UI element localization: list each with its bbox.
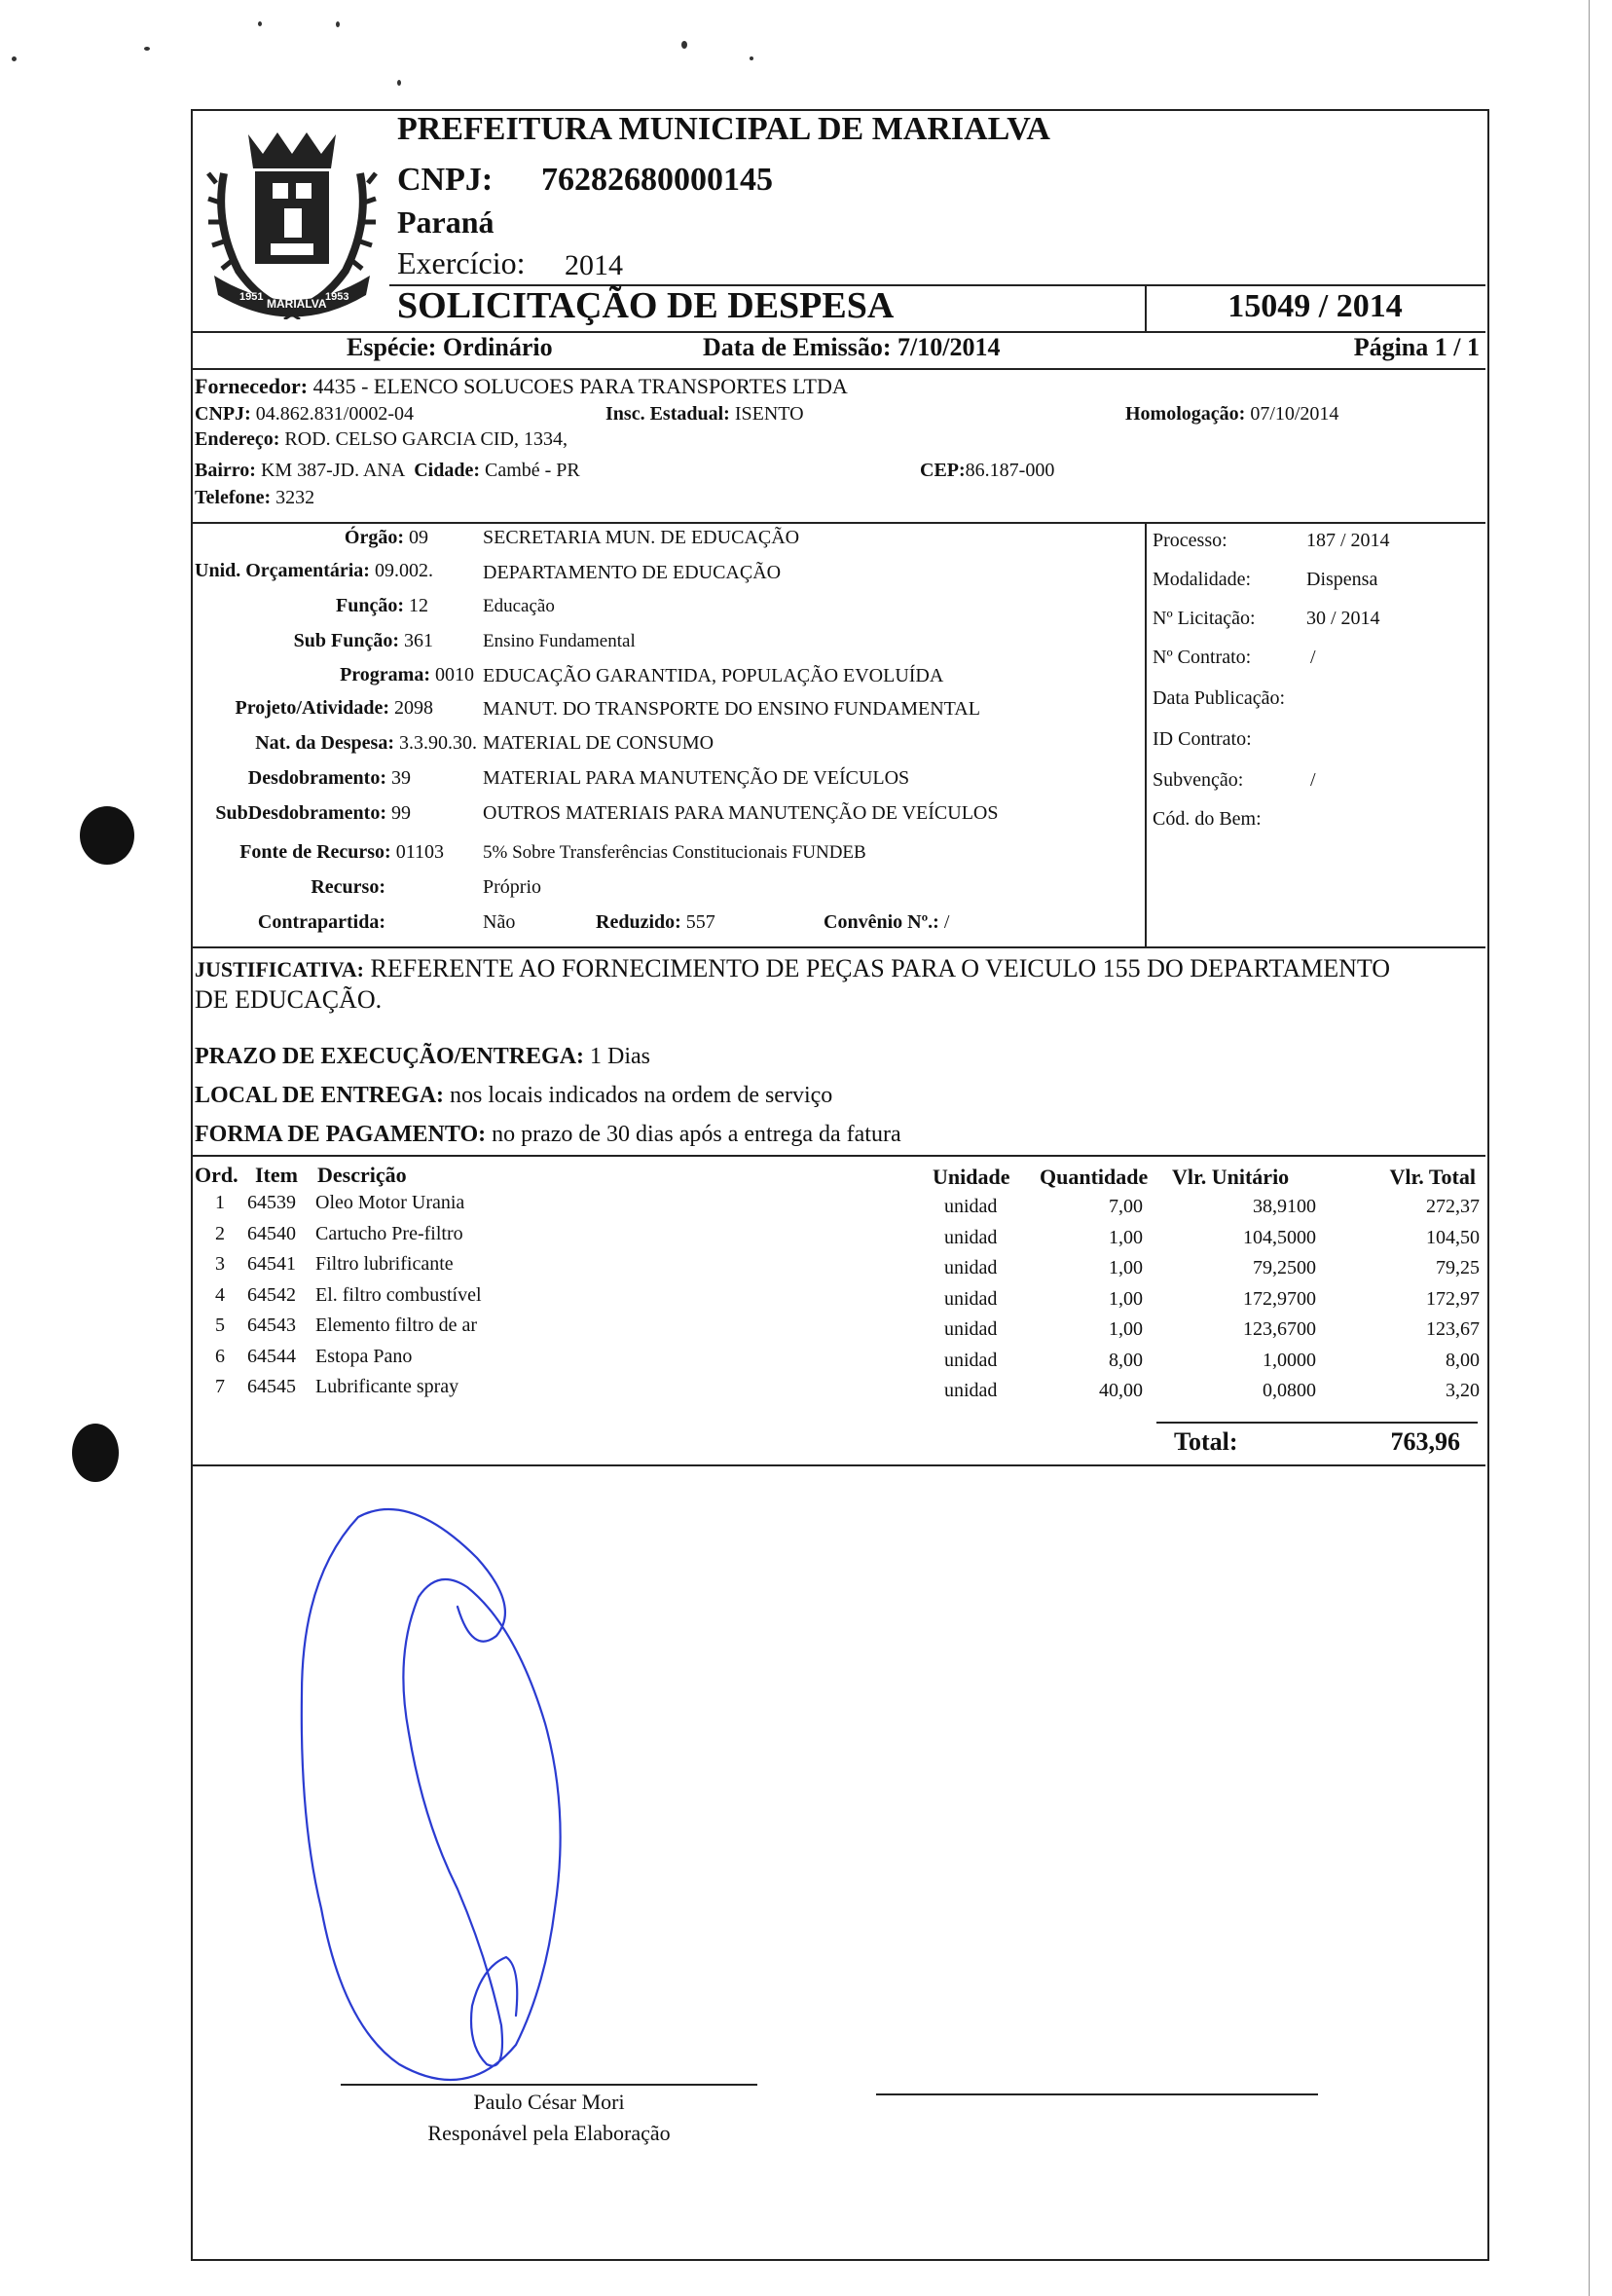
exercise-label: Exercício: — [397, 245, 526, 280]
desdobramento-row — [195, 767, 411, 790]
col-qty: Quantidade — [1040, 1165, 1149, 1189]
unid-desc: DEPARTAMENTO DE EDUCAÇÃO — [483, 562, 782, 583]
projeto-row — [195, 697, 433, 720]
cell-unit: unidad — [944, 1318, 998, 1340]
org-cnpj-value: 76282680000145 — [541, 162, 773, 198]
cell-unit: unidad — [944, 1350, 998, 1371]
supplier-cnpj — [195, 403, 414, 426]
cell-item: 64541 — [247, 1253, 296, 1275]
reduzido — [596, 911, 715, 934]
unid-label: Unid. Orçamentária: — [195, 560, 370, 581]
programa-code: 0010 — [435, 664, 474, 685]
subdesdobramento-code: 99 — [391, 802, 411, 824]
natureza-row — [195, 732, 477, 755]
cell-ord: 7 — [215, 1376, 225, 1397]
cell-qty: 1,00 — [1109, 1257, 1143, 1278]
cell-total: 3,20 — [1446, 1380, 1480, 1401]
cell-desc: Estopa Pano — [315, 1346, 413, 1367]
programa-desc: EDUCAÇÃO GARANTIDA, POPULAÇÃO EVOLUÍDA — [483, 665, 944, 686]
homolog-value: 07/10/2014 — [1250, 403, 1339, 425]
cell-desc: Lubrificante spray — [315, 1376, 459, 1397]
desdobramento-label: Desdobramento: — [247, 767, 386, 789]
programa-label: Programa: — [340, 664, 430, 685]
cell-ord: 3 — [215, 1253, 225, 1275]
signer-role: Responável pela Elaboração — [427, 2121, 671, 2145]
municipal-seal — [195, 115, 389, 319]
unid-orcamentaria-row — [195, 560, 433, 582]
scan-edge — [1589, 0, 1590, 2296]
subfuncao-code: 361 — [404, 630, 433, 651]
cell-unit-price: 1,0000 — [1263, 1350, 1316, 1371]
cell-item: 64543 — [247, 1315, 296, 1336]
fonte-code: 01103 — [395, 841, 444, 863]
scan-speck — [750, 56, 753, 60]
signature-line-left — [341, 2084, 757, 2086]
cell-qty: 7,00 — [1109, 1196, 1143, 1217]
subdesdobramento-desc: OUTROS MATERIAIS PARA MANUTENÇÃO DE VEÍCULOS — [483, 802, 999, 824]
cell-desc: Oleo Motor Urania — [315, 1192, 465, 1213]
scan-speck — [397, 80, 401, 86]
projeto-label: Projeto/Atividade: — [235, 697, 389, 719]
insc-estadual — [605, 403, 804, 426]
binder-hole — [80, 806, 134, 865]
cell-total: 79,25 — [1436, 1257, 1480, 1278]
handwritten-signature — [273, 1500, 642, 2103]
telefone-label: Telefone: — [195, 487, 272, 508]
justification-text-2: DE EDUCAÇÃO. — [195, 985, 383, 1014]
local-value: nos locais indicados na ordem de serviço — [450, 1083, 833, 1108]
cell-ord: 6 — [215, 1346, 225, 1367]
cell-unit-price: 172,9700 — [1243, 1288, 1316, 1310]
cell-qty: 1,00 — [1109, 1318, 1143, 1340]
licitacao-label: Nº Licitação: — [1153, 608, 1256, 629]
cell-total: 272,37 — [1426, 1196, 1480, 1217]
local-label: LOCAL DE ENTREGA: — [195, 1083, 445, 1108]
process-divider — [1145, 522, 1147, 946]
local-entrega-line — [195, 1083, 832, 1109]
species: Espécie: Ordinário — [347, 333, 553, 361]
cell-item: 64544 — [247, 1346, 296, 1367]
justification-line1 — [195, 954, 1390, 983]
col-total: Vlr. Total — [1389, 1165, 1476, 1189]
recurso-label: Recurso: — [311, 876, 385, 898]
supplier-cep — [920, 460, 1054, 482]
cep-value: 86.187-000 — [965, 460, 1055, 481]
cell-item: 64545 — [247, 1376, 296, 1397]
pagamento-line — [195, 1122, 901, 1148]
scan-speck — [144, 47, 150, 51]
id-contrato-label: ID Contrato: — [1153, 728, 1252, 750]
desdobramento-code: 39 — [391, 767, 411, 789]
insc-label: Insc. Estadual: — [605, 403, 730, 425]
subdesdobramento-row — [195, 802, 411, 825]
cell-qty: 8,00 — [1109, 1350, 1143, 1371]
fornecedor-label: Fornecedor: — [195, 374, 309, 398]
processo-label: Processo: — [1153, 530, 1227, 551]
signer-name: Paulo César Mori — [473, 2090, 625, 2114]
page-number: Página 1 / 1 — [1353, 333, 1480, 361]
licitacao-value: 30 / 2014 — [1306, 608, 1380, 629]
subdesdobramento-label: SubDesdobramento: — [215, 802, 386, 824]
natureza-code: 3.3.90.30. — [399, 732, 477, 754]
subvencao-value: / — [1310, 769, 1316, 791]
cep-label: CEP: — [920, 460, 966, 481]
convenio-value: / — [943, 911, 950, 933]
budget-labels — [195, 527, 428, 560]
prazo-label: PRAZO DE EXECUÇÃO/ENTREGA: — [195, 1044, 585, 1069]
subfuncao-desc: Ensino Fundamental — [483, 631, 636, 651]
cod-bem-label: Cód. do Bem: — [1153, 808, 1262, 830]
endereco-value: ROD. CELSO GARCIA CID, 1334, — [284, 428, 568, 450]
programa-row — [195, 664, 474, 686]
contrapartida-label: Contrapartida: — [257, 911, 385, 933]
cell-unit-price: 0,0800 — [1263, 1380, 1316, 1401]
fornecedor-value: 4435 - ELENCO SOLUCOES PARA TRANSPORTES LTDA — [312, 374, 848, 398]
homolog-label: Homologação: — [1125, 403, 1246, 425]
cell-total: 123,67 — [1426, 1318, 1480, 1340]
homologacao — [1125, 403, 1338, 426]
total-value: 763,96 — [1390, 1427, 1460, 1456]
cell-desc: Filtro lubrificante — [315, 1253, 454, 1275]
org-state: Paraná — [397, 204, 495, 240]
supplier-rule — [191, 522, 1485, 524]
signature-line-right — [876, 2093, 1318, 2095]
cell-item: 64542 — [247, 1284, 296, 1306]
cell-ord: 5 — [215, 1315, 225, 1336]
natureza-label: Nat. da Despesa: — [255, 732, 394, 754]
seal-town-name: MARIALVA — [267, 297, 327, 311]
projeto-code: 2098 — [394, 697, 433, 719]
bairro-label: Bairro: — [195, 460, 256, 481]
scan-speck — [12, 56, 17, 61]
bairro-value: KM 387-JD. ANA — [260, 460, 405, 481]
cell-ord: 1 — [215, 1192, 225, 1213]
orgao-label: Órgão: — [344, 527, 404, 548]
convenio-label: Convênio Nº.: — [824, 911, 939, 933]
fonte-desc: 5% Sobre Transferências Constitucionais FUNDEB — [483, 842, 866, 863]
unid-code: 09.002. — [374, 560, 433, 581]
subfuncao-row — [195, 630, 433, 652]
cell-qty: 1,00 — [1109, 1227, 1143, 1248]
col-desc: Descrição — [317, 1163, 407, 1187]
emission-date: Data de Emissão: 7/10/2014 — [703, 333, 1001, 361]
supplier-phone — [195, 487, 314, 509]
insc-value: ISENTO — [734, 403, 804, 425]
contrato-label: Nº Contrato: — [1153, 647, 1252, 668]
cell-unit-price: 38,9100 — [1253, 1196, 1316, 1217]
funcao-code: 12 — [409, 595, 428, 616]
projeto-desc: MANUT. DO TRANSPORTE DO ENSINO FUNDAMENTAL — [483, 698, 980, 720]
supplier-bairro — [195, 460, 580, 482]
seal-year-right: 1953 — [325, 291, 349, 303]
cell-unit: unidad — [944, 1380, 998, 1401]
pagamento-label: FORMA DE PAGAMENTO: — [195, 1122, 487, 1147]
total-label: Total: — [1174, 1427, 1238, 1456]
col-unit: Unidade — [933, 1165, 1010, 1189]
signature-stroke — [302, 1509, 561, 2080]
cell-total: 172,97 — [1426, 1288, 1480, 1310]
supplier-line — [195, 374, 848, 399]
supplier-address — [195, 428, 568, 451]
cell-unit: unidad — [944, 1257, 998, 1278]
doc-title: SOLICITAÇÃO DE DESPESA — [397, 285, 895, 326]
justification-text-1: REFERENTE AO FORNECIMENTO DE PEÇAS PARA O VEICULO 155 DO DEPARTAMENTO — [370, 954, 1391, 982]
cell-unit-price: 104,5000 — [1243, 1227, 1316, 1248]
contrato-value: / — [1310, 647, 1316, 668]
cell-unit-price: 123,6700 — [1243, 1318, 1316, 1340]
org-name: PREFEITURA MUNICIPAL DE MARIALVA — [397, 111, 1050, 147]
binder-hole — [72, 1424, 119, 1482]
fonte-label: Fonte de Recurso: — [239, 841, 391, 863]
funcao-label: Função: — [336, 595, 404, 616]
recurso-row — [195, 876, 385, 899]
funcao-row — [195, 595, 428, 617]
cell-unit: unidad — [944, 1196, 998, 1217]
cell-qty: 40,00 — [1099, 1380, 1143, 1401]
orgao-code: 09 — [409, 527, 428, 548]
cell-total: 8,00 — [1446, 1350, 1480, 1371]
cell-item: 64539 — [247, 1192, 296, 1213]
col-unit-price: Vlr. Unitário — [1172, 1165, 1290, 1189]
reduzido-value: 557 — [685, 911, 715, 933]
total-top-rule — [1156, 1422, 1478, 1424]
cell-qty: 1,00 — [1109, 1288, 1143, 1310]
modalidade-label: Modalidade: — [1153, 569, 1252, 590]
scan-speck — [336, 21, 340, 27]
telefone-value: 3232 — [275, 487, 315, 508]
funcao-desc: Educação — [483, 596, 555, 616]
justification-rule — [191, 1155, 1485, 1157]
cell-total: 104,50 — [1426, 1227, 1480, 1248]
endereco-label: Endereço: — [195, 428, 280, 450]
subfuncao-label: Sub Função: — [293, 630, 399, 651]
orgao-desc: SECRETARIA MUN. DE EDUCAÇÃO — [483, 527, 800, 548]
prazo-value: 1 Dias — [590, 1044, 651, 1069]
supplier-cnpj-value: 04.862.831/0002-04 — [255, 403, 414, 425]
cell-unit: unidad — [944, 1288, 998, 1310]
doc-number: 15049 / 2014 — [1227, 288, 1403, 324]
scan-speck — [258, 21, 262, 26]
desdobramento-desc: MATERIAL PARA MANUTENÇÃO DE VEÍCULOS — [483, 767, 910, 789]
recurso-desc: Próprio — [483, 876, 541, 898]
exercise-value: 2014 — [565, 249, 623, 281]
org-cnpj-label: CNPJ: — [397, 162, 494, 198]
cell-desc: El. filtro combustível — [315, 1284, 482, 1306]
cidade-label: Cidade: — [414, 460, 480, 481]
col-ord: Ord. — [195, 1163, 238, 1187]
processo-value: 187 / 2014 — [1306, 530, 1390, 551]
col-item: Item — [255, 1163, 298, 1187]
species-rule — [191, 368, 1485, 370]
justification-label: JUSTIFICATIVA: — [195, 957, 365, 981]
contrapartida-row — [195, 911, 385, 934]
cell-item: 64540 — [247, 1223, 296, 1244]
fonte-recurso-row — [195, 841, 444, 864]
cell-desc: Elemento filtro de ar — [315, 1315, 478, 1336]
natureza-desc: MATERIAL DE CONSUMO — [483, 732, 714, 754]
budget-rule — [191, 946, 1485, 948]
supplier-cnpj-label: CNPJ: — [195, 403, 251, 425]
cell-ord: 2 — [215, 1223, 225, 1244]
publicacao-label: Data Publicação: — [1153, 687, 1286, 709]
cell-ord: 4 — [215, 1284, 225, 1306]
scan-speck — [681, 41, 687, 49]
cell-unit-price: 79,2500 — [1253, 1257, 1316, 1278]
convenio — [824, 911, 949, 934]
subvencao-label: Subvenção: — [1153, 769, 1244, 791]
cell-unit: unidad — [944, 1227, 998, 1248]
pagamento-value: no prazo de 30 dias após a entrega da fatura — [492, 1122, 901, 1147]
reduzido-label: Reduzido: — [596, 911, 681, 933]
cidade-value: Cambé - PR — [485, 460, 580, 481]
prazo-line — [195, 1044, 650, 1070]
cell-desc: Cartucho Pre-filtro — [315, 1223, 463, 1244]
items-bottom-rule — [191, 1464, 1485, 1466]
contrapartida-desc: Não — [483, 911, 516, 933]
modalidade-value: Dispensa — [1306, 569, 1378, 590]
seal-year-left: 1951 — [239, 291, 264, 303]
